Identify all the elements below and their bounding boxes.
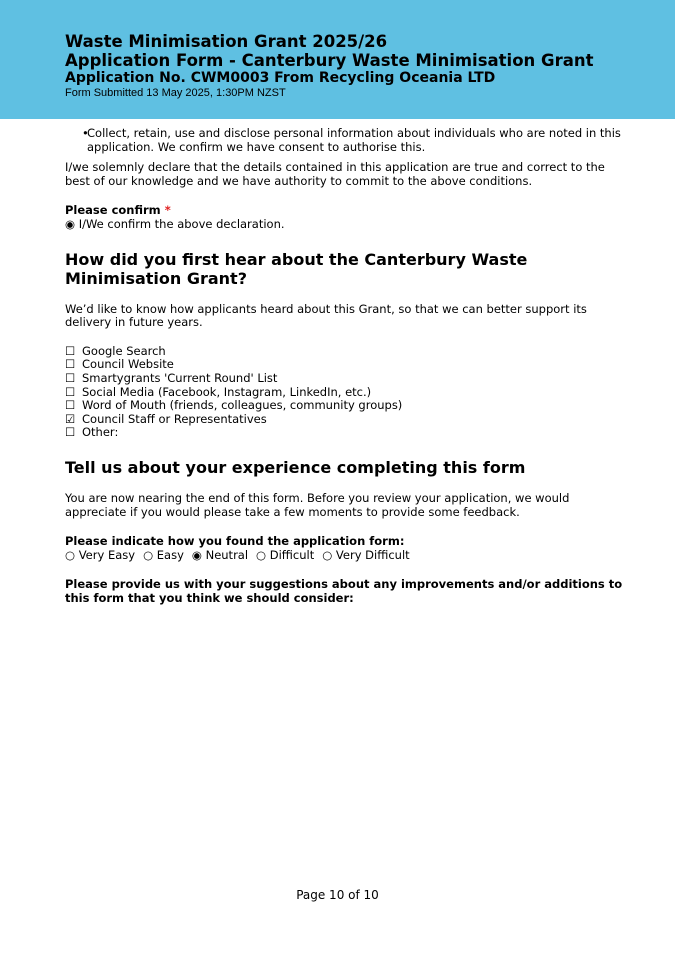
radio-empty-icon: ○: [65, 547, 76, 562]
declaration-statement: I/we solemnly declare that the details contained in this application are true and correct to the best of our knowledge and we have authority to commit to the above conditions.: [65, 160, 605, 188]
radio-empty-icon: ○: [256, 547, 267, 562]
bullet-icon: •: [82, 126, 89, 140]
checkbox-empty-icon: ☐: [65, 384, 76, 399]
radio-empty-icon: ○: [143, 547, 154, 562]
rating-options: [65, 549, 625, 563]
rating-option: [143, 548, 184, 562]
checkbox-empty-icon: ☐: [65, 425, 76, 440]
form-title: Application Form - Canterbury Waste Minimisation Grant: [65, 51, 594, 70]
radio-empty-icon: ○: [322, 547, 333, 562]
application-number: Application No. CWM0003 From Recycling Oceania LTD: [65, 70, 496, 86]
hear-option-label: Other:: [82, 425, 119, 440]
bullet-text: Collect, retain, use and disclose personal information about individuals who are noted in this application. We confirm we have consent to authorise this.: [87, 126, 621, 154]
rating-option: [192, 548, 248, 562]
hear-option-label: Google Search: [82, 343, 166, 358]
rating-option-label: Difficult: [266, 547, 315, 562]
required-marker: *: [164, 203, 171, 218]
hear-option-label: Council Website: [82, 357, 174, 372]
rating-option: [322, 548, 409, 562]
experience-heading: Tell us about your experience completing this form: [65, 457, 526, 477]
hear-option: [65, 399, 625, 413]
checkbox-empty-icon: ☐: [65, 398, 76, 413]
hear-intro: We’d like to know how applicants heard about this Grant, so that we can better support its delivery in future years.: [65, 301, 587, 330]
hear-options-list: [65, 345, 625, 440]
hear-option: [65, 358, 625, 372]
hear-option-label: Social Media (Facebook, Instagram, LinkedIn, etc.): [82, 384, 372, 399]
form-content: [65, 127, 625, 605]
rating-option-label: Neutral: [201, 547, 249, 562]
hear-option-label: Smartygrants 'Current Round' List: [82, 370, 278, 385]
grant-title: Waste Minimisation Grant 2025/26: [65, 32, 388, 51]
page-header: [0, 0, 675, 119]
hear-option: [65, 413, 625, 427]
confirm-label: Please confirm *: [65, 203, 171, 218]
radio-selected-icon: ◉: [191, 547, 202, 562]
checkbox-empty-icon: ☐: [65, 370, 76, 385]
hear-heading: How did you first hear about the Canterbury Waste Minimisation Grant?: [65, 249, 528, 288]
hear-option: [65, 426, 625, 440]
rating-option: [65, 548, 135, 562]
hear-option: [65, 386, 625, 400]
rating-label: Please indicate how you found the application form:: [65, 534, 405, 549]
hear-option: [65, 372, 625, 386]
checkbox-checked-icon: ☑: [65, 411, 76, 426]
rating-option-label: Very Difficult: [332, 547, 410, 562]
suggestions-label: Please provide us with your suggestions about any improvements and/or additions to this form that you think we should consider:: [65, 577, 623, 605]
confirm-answer: ◉ I/We confirm the above declaration.: [65, 216, 285, 231]
checkbox-empty-icon: ☐: [65, 343, 76, 358]
submitted-date: Form Submitted 13 May 2025, 1:30PM NZST: [65, 87, 286, 99]
declaration-bullet: [65, 127, 625, 154]
page-number: Page 10 of 10: [296, 888, 379, 902]
checkbox-empty-icon: ☐: [65, 357, 76, 372]
hear-option-label: Word of Mouth (friends, colleagues, community groups): [82, 398, 403, 413]
hear-option-label: Council Staff or Representatives: [82, 411, 267, 426]
rating-option-label: Easy: [153, 547, 184, 562]
hear-option: [65, 345, 625, 359]
rating-option-label: Very Easy: [75, 547, 136, 562]
rating-option: [256, 548, 314, 562]
radio-selected-icon: ◉: [65, 216, 76, 231]
experience-intro: You are now nearing the end of this form. Before you review your application, we would appreciate if you would please take a few moments to provide some feedback.: [65, 490, 570, 519]
